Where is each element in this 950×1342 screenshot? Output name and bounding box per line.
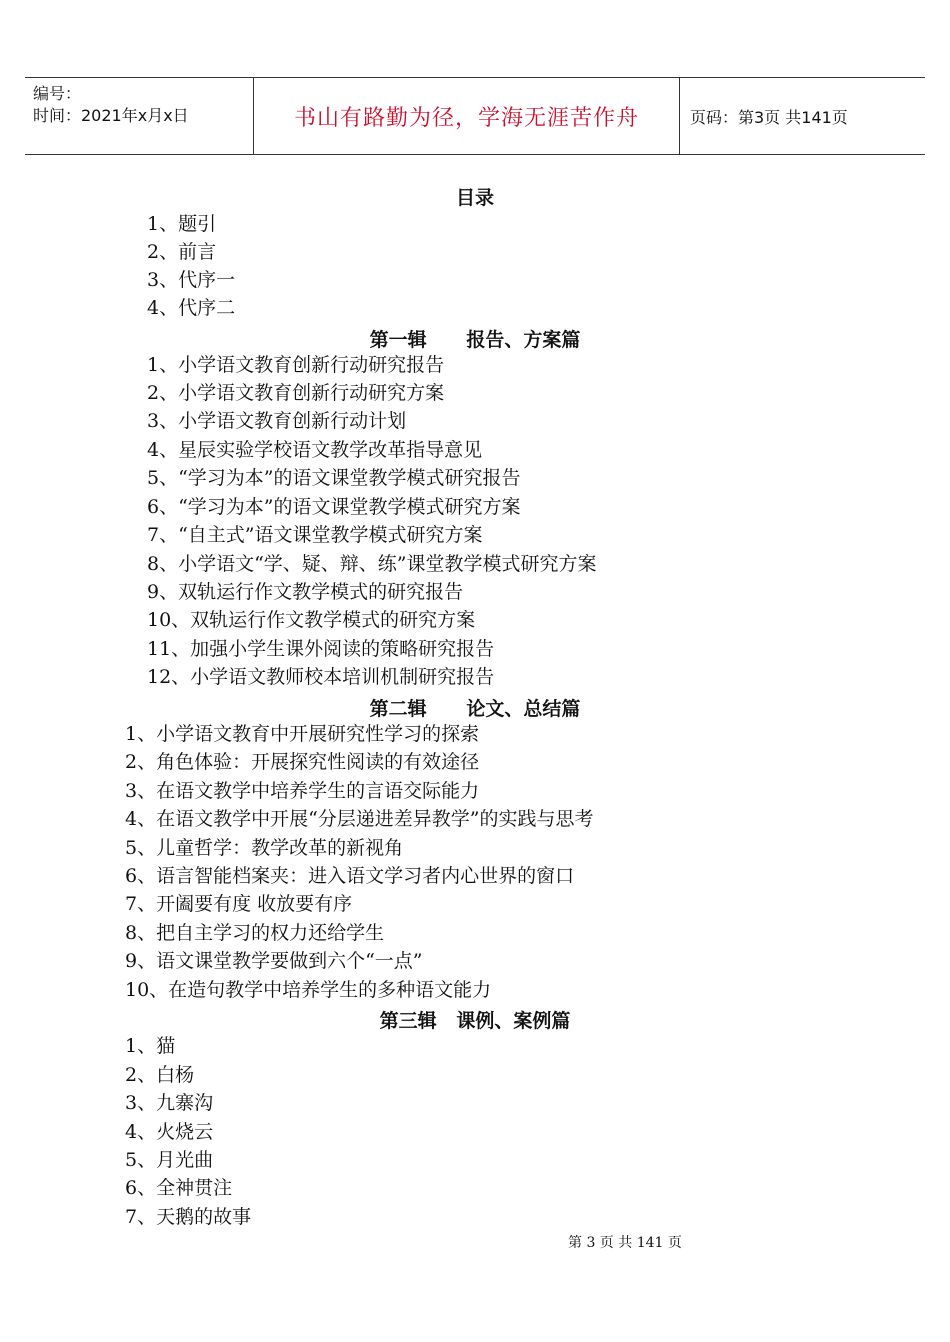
list-item: 3、在语文教学中培养学生的言语交际能力 bbox=[125, 780, 480, 802]
list-item: 7、天鹅的故事 bbox=[125, 1206, 252, 1228]
list-item: 2、角色体验：开展探究性阅读的有效途径 bbox=[125, 751, 480, 773]
list-item: 1、题引 bbox=[147, 213, 217, 235]
list-item: 7、“自主式”语文课堂教学模式研究方案 bbox=[147, 524, 483, 546]
list-item: 6、“学习为本”的语文课堂教学模式研究方案 bbox=[147, 496, 521, 518]
list-item: 12、小学语文教师校本培训机制研究报告 bbox=[147, 666, 495, 688]
list-item: 1、猫 bbox=[125, 1035, 176, 1057]
list-item: 5、儿童哲学：教学改革的新视角 bbox=[125, 837, 404, 859]
list-item: 8、小学语文“学、疑、辩、练”课堂教学模式研究方案 bbox=[147, 553, 597, 575]
list-item: 1、小学语文教育创新行动研究报告 bbox=[147, 354, 445, 376]
list-item: 3、代序一 bbox=[147, 269, 236, 291]
list-item: 4、火烧云 bbox=[125, 1121, 214, 1143]
document-time-label: 时间：2021年x月x日 bbox=[33, 106, 189, 125]
toc-title: 目录 bbox=[455, 187, 494, 209]
list-item: 6、全神贯注 bbox=[125, 1177, 233, 1199]
document-number-label: 编号： bbox=[33, 84, 82, 103]
list-item: 2、小学语文教育创新行动研究方案 bbox=[147, 382, 445, 404]
list-item: 4、星辰实验学校语文教学改革指导意见 bbox=[147, 439, 483, 461]
section-title-1: 第一辑 报告、方案篇 bbox=[369, 329, 581, 351]
list-item: 2、白杨 bbox=[125, 1064, 195, 1086]
list-item: 2、前言 bbox=[147, 241, 217, 263]
list-item: 9、双轨运行作文教学模式的研究报告 bbox=[147, 581, 464, 603]
list-item: 11、加强小学生课外阅读的策略研究报告 bbox=[147, 638, 495, 660]
list-item: 7、开阖要有度 收放要有序 bbox=[125, 893, 353, 915]
list-item: 9、语文课堂教学要做到六个“一点” bbox=[125, 950, 423, 972]
list-item: 3、小学语文教育创新行动计划 bbox=[147, 410, 407, 432]
list-item: 10、在造句教学中培养学生的多种语文能力 bbox=[125, 979, 492, 1001]
section-title-2: 第二辑 论文、总结篇 bbox=[369, 698, 581, 720]
list-item: 4、在语文教学中开展“分层递进差异教学”的实践与思考 bbox=[125, 808, 594, 830]
header-meta bbox=[25, 78, 254, 154]
header-page-info: 页码：第3页 共141页 bbox=[690, 107, 848, 127]
list-item: 5、月光曲 bbox=[125, 1149, 214, 1171]
list-item: 3、九寨沟 bbox=[125, 1092, 214, 1114]
page-footer: 第 3 页 共 141 页 bbox=[568, 1235, 682, 1251]
page-header bbox=[25, 77, 925, 155]
section-title-3: 第三辑 课例、案例篇 bbox=[379, 1010, 571, 1032]
list-item: 6、语言智能档案夹：进入语文学习者内心世界的窗口 bbox=[125, 865, 575, 887]
list-item: 4、代序二 bbox=[147, 297, 236, 319]
list-item: 10、双轨运行作文教学模式的研究方案 bbox=[147, 609, 476, 631]
list-item: 5、“学习为本”的语文课堂教学模式研究报告 bbox=[147, 467, 521, 489]
list-item: 8、把自主学习的权力还给学生 bbox=[125, 922, 385, 944]
header-motto: 书山有路勤为径，学海无涯苦作舟 bbox=[254, 78, 680, 154]
list-item: 1、小学语文教育中开展研究性学习的探索 bbox=[125, 723, 480, 745]
